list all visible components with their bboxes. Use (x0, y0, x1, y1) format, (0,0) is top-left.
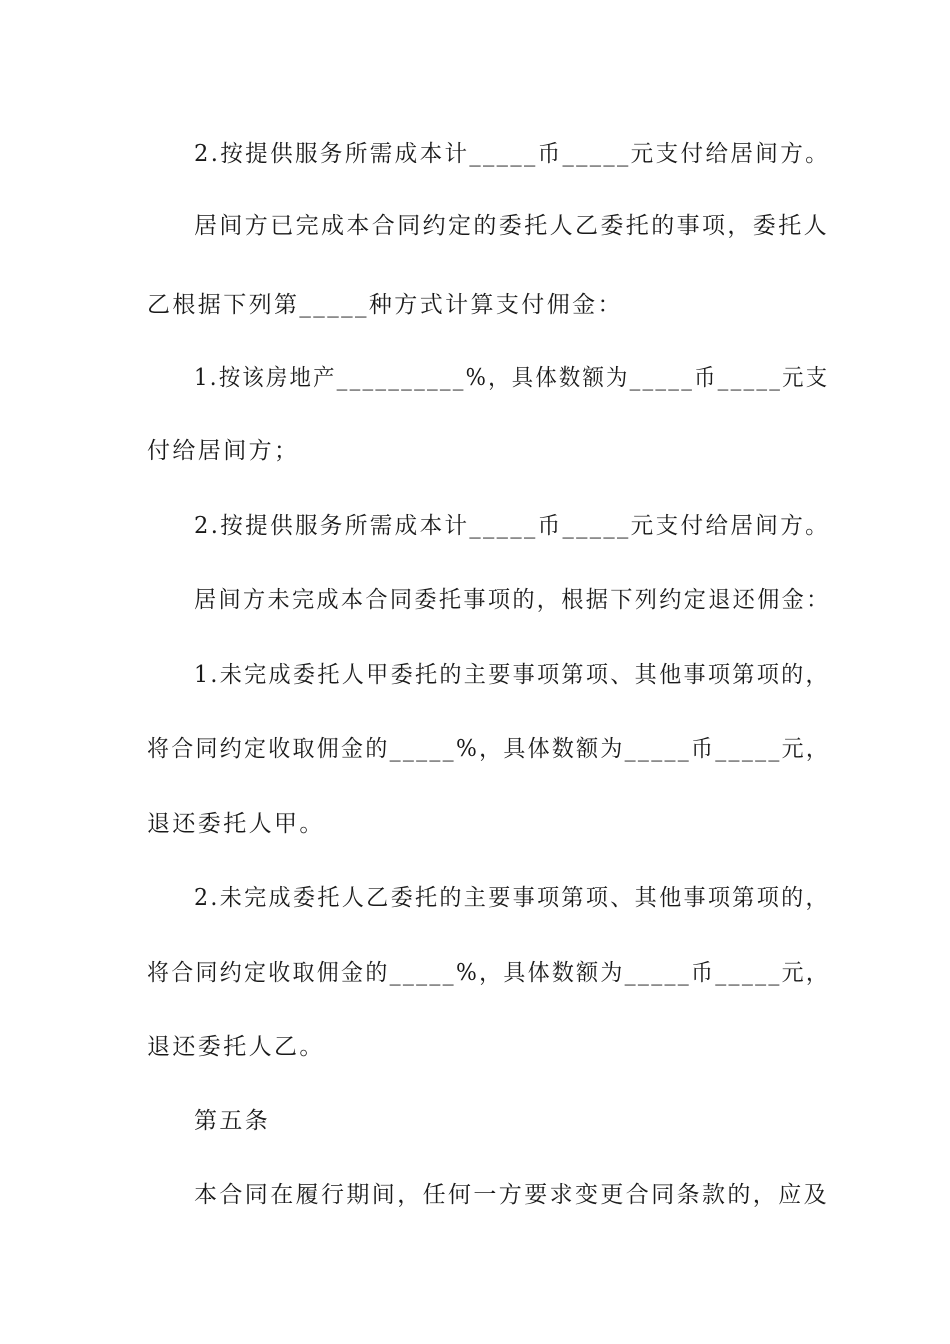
clause-line-percentage-payment: 1.按该房地产__________%，具体数额为_____币_____元支 (194, 365, 830, 391)
article-heading-five: 第五条 (194, 1108, 271, 1134)
paragraph-contract-change: 本合同在履行期间，任何一方要求变更合同条款的，应及 (194, 1182, 829, 1208)
clause-line-refund-party-b-end: 退还委托人乙。 (147, 1034, 325, 1060)
clause-line-refund-party-a: 1.未完成委托人甲委托的主要事项第项、其他事项第项的， (194, 662, 830, 688)
clause-line-refund-party-b: 2.未完成委托人乙委托的主要事项第项、其他事项第项的， (194, 885, 830, 911)
clause-line-refund-party-a-cont: 将合同约定收取佣金的_____%，具体数额为_____币_____元， (147, 736, 831, 762)
clause-line-refund-party-b-cont: 将合同约定收取佣金的_____%，具体数额为_____币_____元， (147, 960, 831, 986)
paragraph-completed-commission: 居间方已完成本合同约定的委托人乙委托的事项，委托人 (194, 213, 829, 239)
clause-line-cost-payment-2: 2.按提供服务所需成本计_____币_____元支付给居间方。 (194, 513, 831, 539)
clause-line-refund-party-a-end: 退还委托人甲。 (147, 811, 325, 837)
paragraph-refund-commission: 居间方未完成本合同委托事项的，根据下列约定退还佣金： (194, 587, 831, 613)
clause-line-percentage-payment-cont: 付给居间方； (147, 438, 300, 464)
clause-line-cost-payment: 2.按提供服务所需成本计_____币_____元支付给居间方。 (194, 141, 831, 167)
paragraph-completed-commission-cont: 乙根据下列第_____种方式计算支付佣金： (147, 292, 623, 318)
